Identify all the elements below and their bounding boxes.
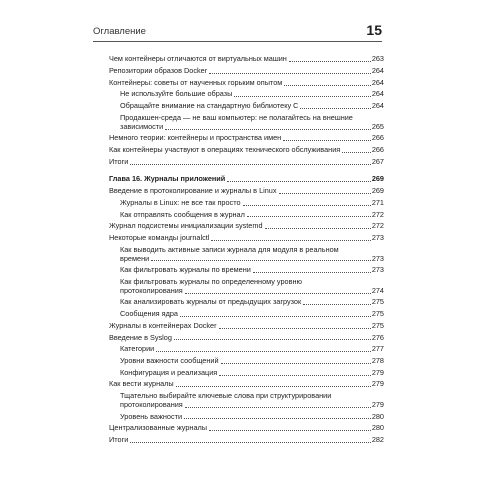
toc-entry[interactable] — [109, 112, 384, 133]
dot-leader — [130, 164, 371, 165]
dot-leader — [151, 260, 371, 261]
dot-leader — [180, 316, 371, 317]
toc-entry-page: 271 — [371, 197, 384, 207]
dot-leader — [300, 108, 370, 109]
toc-entry-page: 282 — [371, 434, 384, 444]
toc-entry-title: Глава 16. Журналы приложений — [109, 174, 226, 184]
dot-leader — [279, 193, 371, 194]
toc-entry[interactable] — [109, 277, 384, 298]
toc-entry-title: Чем контейнеры отличаются от виртуальных машин — [109, 54, 287, 64]
dot-leader — [185, 407, 371, 408]
toc-entry[interactable] — [109, 54, 384, 66]
toc-entry-page: 272 — [371, 209, 384, 219]
dot-leader — [165, 129, 371, 130]
dot-leader — [156, 351, 371, 352]
dot-leader — [265, 228, 371, 229]
toc-entry-title: Некоторые команды journalctl — [109, 232, 210, 242]
toc-entry-title: Итоги — [109, 434, 129, 444]
toc-entry[interactable] — [109, 186, 384, 198]
toc-entry-title: Журнал подсистемы инициализации systemd — [109, 221, 263, 231]
toc-entry[interactable] — [109, 344, 384, 356]
toc-entry[interactable] — [109, 244, 384, 265]
toc-entry-page: 269 — [371, 186, 384, 196]
toc-entry-page: 272 — [371, 221, 384, 231]
toc-entry-page: 273 — [371, 253, 384, 263]
toc-entry[interactable] — [109, 209, 384, 221]
dot-leader — [234, 96, 370, 97]
header-title: Оглавление — [93, 26, 146, 37]
toc-entry-page: 275 — [371, 297, 384, 307]
toc-entry-page: 280 — [371, 423, 384, 433]
toc-entry-title-line1: Тщательно выбирайте ключевые слова при структурировании — [120, 390, 332, 400]
toc-entry-page: 264 — [371, 77, 384, 87]
dot-leader — [209, 430, 371, 431]
toc-entry-title: Конфигурация и реализация — [120, 367, 218, 377]
toc-entry-title: Итоги — [109, 156, 129, 166]
toc-entry[interactable] — [109, 66, 384, 78]
toc-entry-title-line1: Как выводить активные записи журнала для модуля в реальном — [120, 244, 339, 254]
toc-entry-page: 269 — [371, 174, 384, 184]
toc-entry-page: 264 — [371, 66, 384, 76]
toc-entry-title: Как фильтровать журналы по времени — [120, 265, 251, 275]
toc-entry-title: Сообщения ядра — [120, 309, 178, 319]
toc-entry-title: Как отправлять сообщения в журнал — [120, 209, 245, 219]
dot-leader — [253, 272, 371, 273]
toc-entry-page: 273 — [371, 265, 384, 275]
dot-leader — [176, 386, 371, 387]
dot-leader — [211, 240, 370, 241]
toc-entry[interactable] — [109, 423, 384, 435]
toc-entry-page: 266 — [371, 133, 384, 143]
toc-entry[interactable] — [109, 309, 384, 321]
toc-entry-title: Уровень важности — [120, 411, 183, 421]
toc-entry-title-line1: Как фильтровать журналы по определенному уровню — [120, 276, 302, 286]
toc-entry-page: 264 — [371, 89, 384, 99]
toc-entry[interactable] — [109, 156, 384, 168]
dot-leader — [247, 216, 371, 217]
dot-leader — [221, 363, 371, 364]
toc-entry-title-line1: Продакшен-среда — не ваш компьютер: не полагайтесь на внешние — [120, 112, 353, 122]
dot-leader — [283, 140, 371, 141]
table-of-contents — [109, 54, 384, 446]
dot-leader — [184, 418, 371, 419]
toc-entry[interactable] — [109, 197, 384, 209]
toc-entry[interactable] — [109, 77, 384, 89]
header-page-number: 15 — [366, 22, 382, 38]
toc-entry-page: 275 — [371, 320, 384, 330]
toc-entry-title: Репозитории образов Docker — [109, 66, 208, 76]
toc-entry-page: 275 — [371, 309, 384, 319]
toc-entry[interactable] — [109, 145, 384, 157]
toc-entry-title: Журналы в Linux: не все так просто — [120, 197, 241, 207]
toc-entry-page: 279 — [371, 379, 384, 389]
toc-entry-title: Немного теории: контейнеры и пространства имен — [109, 133, 282, 143]
toc-entry-page: 276 — [371, 332, 384, 342]
toc-entry[interactable] — [109, 367, 384, 379]
toc-entry-page: 265 — [371, 121, 384, 131]
toc-entry-title: Категории — [120, 344, 155, 354]
toc-entry[interactable] — [109, 391, 384, 412]
toc-entry[interactable] — [109, 233, 384, 245]
toc-entry-title: Контейнеры: советы от наученных горьким опытом — [109, 77, 283, 87]
toc-entry[interactable] — [109, 89, 384, 101]
toc-entry-page: 279 — [371, 399, 384, 409]
header-rule — [93, 41, 382, 42]
toc-entry-title: Журналы в контейнерах Docker — [109, 320, 217, 330]
toc-entry-page: 263 — [371, 54, 384, 64]
dot-leader — [342, 152, 371, 153]
toc-entry[interactable] — [109, 221, 384, 233]
dot-leader — [284, 85, 371, 86]
dot-leader — [174, 339, 371, 340]
toc-entry[interactable] — [109, 411, 384, 423]
dot-leader — [219, 328, 371, 329]
toc-entry-page: 279 — [371, 367, 384, 377]
dot-leader — [303, 304, 371, 305]
toc-entry-title: времени — [120, 253, 150, 263]
toc-entry-page: 273 — [371, 232, 384, 242]
toc-entry-title: зависимости — [120, 121, 164, 131]
toc-entry-page: 264 — [371, 101, 384, 111]
dot-leader — [289, 61, 371, 62]
toc-entry-title: Не используйте большие образы — [120, 89, 233, 99]
toc-entry[interactable] — [109, 265, 384, 277]
toc-entry[interactable] — [109, 356, 384, 368]
toc-entry[interactable] — [109, 320, 384, 332]
toc-entry-title: протоколирования — [120, 285, 183, 295]
toc-entry-page: 267 — [371, 156, 384, 166]
dot-leader — [130, 442, 371, 443]
toc-entry-title: Обращайте внимание на стандартную библиотеку C — [120, 101, 299, 111]
dot-leader — [209, 73, 371, 74]
dot-leader — [243, 205, 371, 206]
toc-entry-title: Как вести журналы — [109, 379, 174, 389]
toc-entry[interactable] — [109, 379, 384, 391]
toc-entry-title: Уровни важности сообщений — [120, 355, 219, 365]
toc-entry-title: Как анализировать журналы от предыдущих загрузок — [120, 297, 302, 307]
toc-entry-page: 266 — [371, 145, 384, 155]
toc-entry[interactable] — [109, 332, 384, 344]
toc-entry-page: 278 — [371, 355, 384, 365]
toc-entry-page: 280 — [371, 411, 384, 421]
toc-chapter-entry[interactable] — [109, 174, 384, 186]
toc-entry-page: 277 — [371, 344, 384, 354]
dot-leader — [185, 293, 371, 294]
toc-entry-title: Централизованные журналы — [109, 423, 208, 433]
toc-entry-title: Введение в протоколирование и журналы в Linux — [109, 186, 277, 196]
toc-entry-page: 274 — [371, 285, 384, 295]
dot-leader — [219, 375, 371, 376]
toc-entry[interactable] — [109, 133, 384, 145]
toc-entry[interactable] — [109, 101, 384, 113]
toc-entry-title: протоколирования — [120, 399, 183, 409]
toc-entry-title: Как контейнеры участвуют в операциях технического обслуживания — [109, 145, 341, 155]
dot-leader — [227, 181, 371, 182]
toc-entry[interactable] — [109, 435, 384, 447]
running-header — [93, 22, 382, 40]
toc-entry-title: Введение в Syslog — [109, 332, 172, 342]
toc-entry[interactable] — [109, 297, 384, 309]
